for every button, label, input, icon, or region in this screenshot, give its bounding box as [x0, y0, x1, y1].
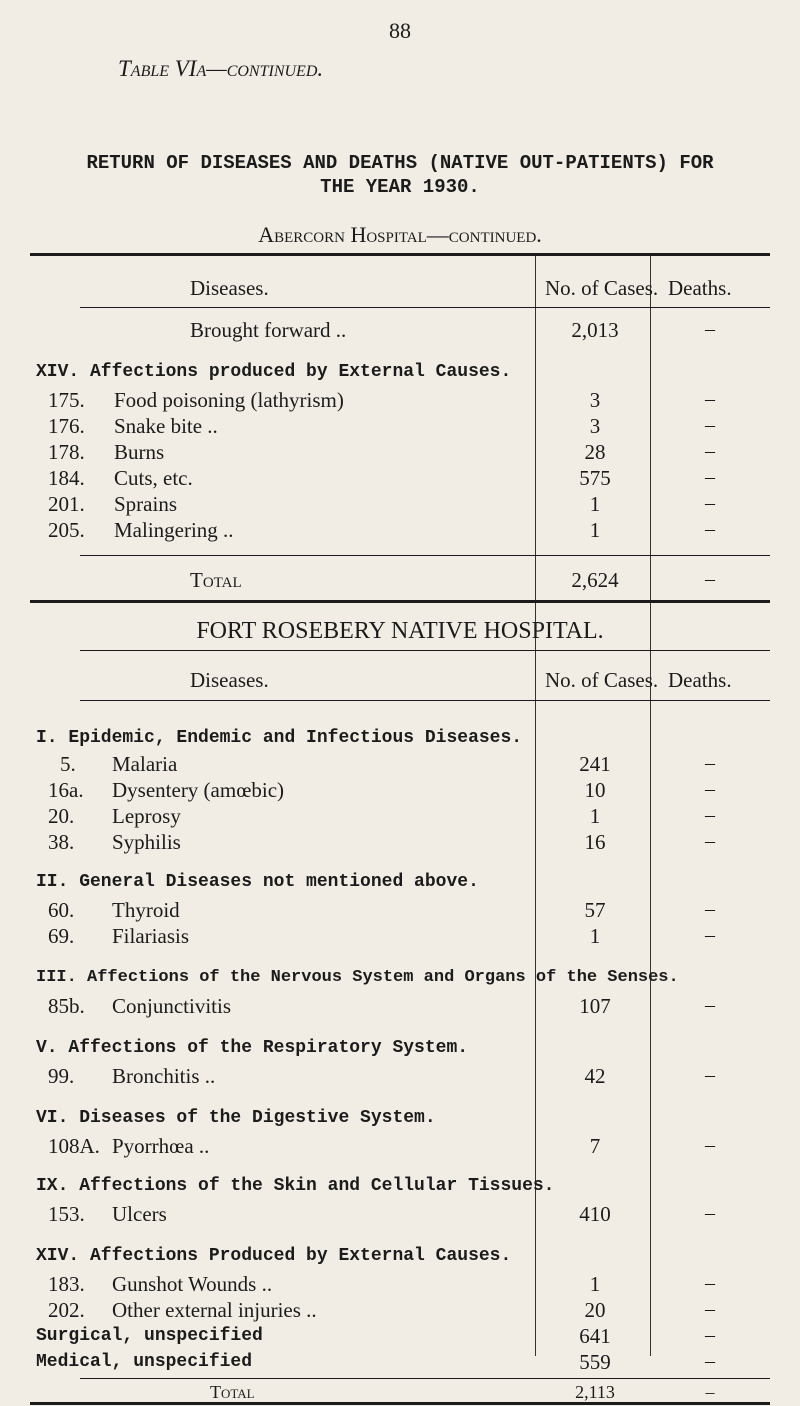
row-cases: 1 — [589, 518, 601, 542]
section-heading: XIV. Affections Produced by External Causes. — [36, 1246, 512, 1266]
row-disease: Pyorrhœa .. — [112, 1134, 210, 1158]
total-deaths: – — [705, 568, 715, 590]
row-deaths: – — [705, 1324, 715, 1346]
row-disease: Food poisoning (lathyrism) — [114, 388, 344, 412]
row-cases: 107 — [579, 994, 611, 1018]
row-deaths: – — [705, 1350, 715, 1372]
rule-top — [80, 650, 770, 651]
row-deaths: – — [705, 1134, 715, 1156]
rule-top — [30, 253, 770, 256]
row-cases: 7 — [589, 1134, 601, 1158]
row-cases: 1 — [589, 924, 601, 948]
row-number: 175. — [48, 388, 85, 412]
row-number: 108A. — [48, 1134, 100, 1158]
report-heading-line2: THE YEAR 1930. — [320, 176, 480, 198]
section-heading: II. General Diseases not mentioned above. — [36, 872, 479, 892]
row-disease: Sprains — [114, 492, 177, 516]
row-cases: 10 — [584, 778, 606, 802]
row-disease: Filariasis — [112, 924, 189, 948]
section-heading: IX. Affections of the Skin and Cellular Tissues. — [36, 1176, 555, 1196]
row-number: 5. — [60, 752, 76, 776]
fort-rosebery-title: FORT ROSEBERY NATIVE HOSPITAL. — [196, 618, 604, 644]
row-disease: Syphilis — [112, 830, 181, 854]
row-deaths: – — [705, 388, 715, 410]
brought-forward-label: Brought forward .. — [190, 318, 347, 342]
row-cases: 42 — [584, 1064, 606, 1088]
row-number: 201. — [48, 492, 85, 516]
row-cases: 575 — [579, 466, 611, 490]
row-disease: Cuts, etc. — [114, 466, 193, 490]
row-deaths: – — [705, 924, 715, 946]
row-number: 205. — [48, 518, 85, 542]
total-deaths: – — [705, 1382, 715, 1402]
col-diseases-header: Diseases. — [190, 276, 269, 300]
row-deaths: – — [705, 518, 715, 540]
section-heading: I. Epidemic, Endemic and Infectious Diseases. — [36, 728, 523, 748]
row-deaths: – — [705, 804, 715, 826]
row-deaths: – — [705, 752, 715, 774]
section-heading: VI. Diseases of the Digestive System. — [36, 1108, 436, 1128]
row-cases: 16 — [584, 830, 606, 854]
row-deaths: – — [705, 898, 715, 920]
row-number: 85b. — [48, 994, 85, 1018]
row-cases: 28 — [584, 440, 606, 464]
total-cases: 2,624 — [571, 568, 619, 592]
row-disease: Conjunctivitis — [112, 994, 232, 1018]
row-deaths: – — [705, 778, 715, 800]
rule-header — [80, 700, 770, 701]
row-number: 184. — [48, 466, 85, 490]
table-title: Table VIa—continued. — [118, 56, 324, 81]
row-number: 38. — [48, 830, 75, 854]
row-deaths: – — [705, 414, 715, 436]
row-number: 99. — [48, 1064, 75, 1088]
row-disease: Thyroid — [112, 898, 180, 922]
surgical-unspecified-label: Surgical, unspecified — [36, 1326, 263, 1346]
row-disease: Bronchitis .. — [112, 1064, 216, 1088]
row-disease: Dysentery (amœbic) — [112, 778, 285, 802]
row-deaths: – — [705, 492, 715, 514]
row-deaths: – — [705, 830, 715, 852]
row-number: 153. — [48, 1202, 85, 1226]
row-number: 60. — [48, 898, 75, 922]
row-cases: 241 — [579, 752, 611, 776]
section-heading: III. Affections of the Nervous System and Organs of the Senses. — [36, 968, 679, 987]
row-disease: Leprosy — [112, 804, 181, 828]
row-disease: Burns — [114, 440, 165, 464]
col-deaths-header: Deaths. — [668, 276, 732, 300]
row-disease: Malingering .. — [114, 518, 234, 542]
abercorn-hospital-title: Abercorn Hospital—continued. — [258, 222, 542, 247]
row-cases: 20 — [584, 1298, 606, 1322]
row-cases: 1 — [589, 492, 601, 516]
col-cases-header: No. of Cases. — [545, 668, 659, 692]
col-cases-header: No. of Cases. — [545, 276, 659, 300]
row-number: 178. — [48, 440, 85, 464]
row-cases: 410 — [579, 1202, 611, 1226]
rule-before-total — [80, 555, 770, 556]
rule-before-total — [80, 1378, 770, 1379]
row-cases: 3 — [589, 388, 601, 412]
section-heading: V. Affections of the Respiratory System. — [36, 1038, 469, 1058]
brought-forward-cases: 2,013 — [571, 318, 619, 342]
total-cases: 2,113 — [575, 1382, 615, 1402]
rule-bottom — [30, 600, 770, 603]
row-deaths: – — [705, 1298, 715, 1320]
row-number: 183. — [48, 1272, 85, 1296]
row-cases: 3 — [589, 414, 601, 438]
row-disease: Other external injuries .. — [112, 1298, 317, 1322]
report-heading-line1: RETURN OF DISEASES AND DEATHS (NATIVE OUT-PATIENTS) FOR — [86, 152, 714, 174]
row-number: 202. — [48, 1298, 85, 1322]
row-deaths: – — [705, 1202, 715, 1224]
row-deaths: – — [705, 1064, 715, 1086]
rule-header — [80, 307, 770, 308]
row-cases: 1 — [589, 1272, 601, 1296]
row-cases: 1 — [589, 804, 601, 828]
row-disease: Gunshot Wounds .. — [112, 1272, 273, 1296]
page-number: 88 — [389, 18, 411, 43]
rule-bottom — [30, 1402, 770, 1405]
row-number: 69. — [48, 924, 75, 948]
section-heading: XIV. Affections produced by External Causes. — [36, 362, 512, 382]
col-diseases-header: Diseases. — [190, 668, 269, 692]
col-deaths-header: Deaths. — [668, 668, 732, 692]
row-cases: 641 — [579, 1324, 611, 1348]
row-cases: 57 — [584, 898, 606, 922]
brought-forward-deaths: – — [705, 318, 715, 340]
row-disease: Malaria — [112, 752, 178, 776]
row-cases: 559 — [579, 1350, 611, 1374]
row-disease: Ulcers — [112, 1202, 167, 1226]
row-deaths: – — [705, 1272, 715, 1294]
total-label: Total — [210, 1382, 255, 1402]
row-disease: Snake bite .. — [114, 414, 218, 438]
row-number: 20. — [48, 804, 75, 828]
row-deaths: – — [705, 440, 715, 462]
row-number: 16a. — [48, 778, 84, 802]
row-number: 176. — [48, 414, 85, 438]
total-label: Total — [190, 568, 242, 592]
row-deaths: – — [705, 466, 715, 488]
row-deaths: – — [705, 994, 715, 1016]
medical-unspecified-label: Medical, unspecified — [36, 1352, 253, 1372]
